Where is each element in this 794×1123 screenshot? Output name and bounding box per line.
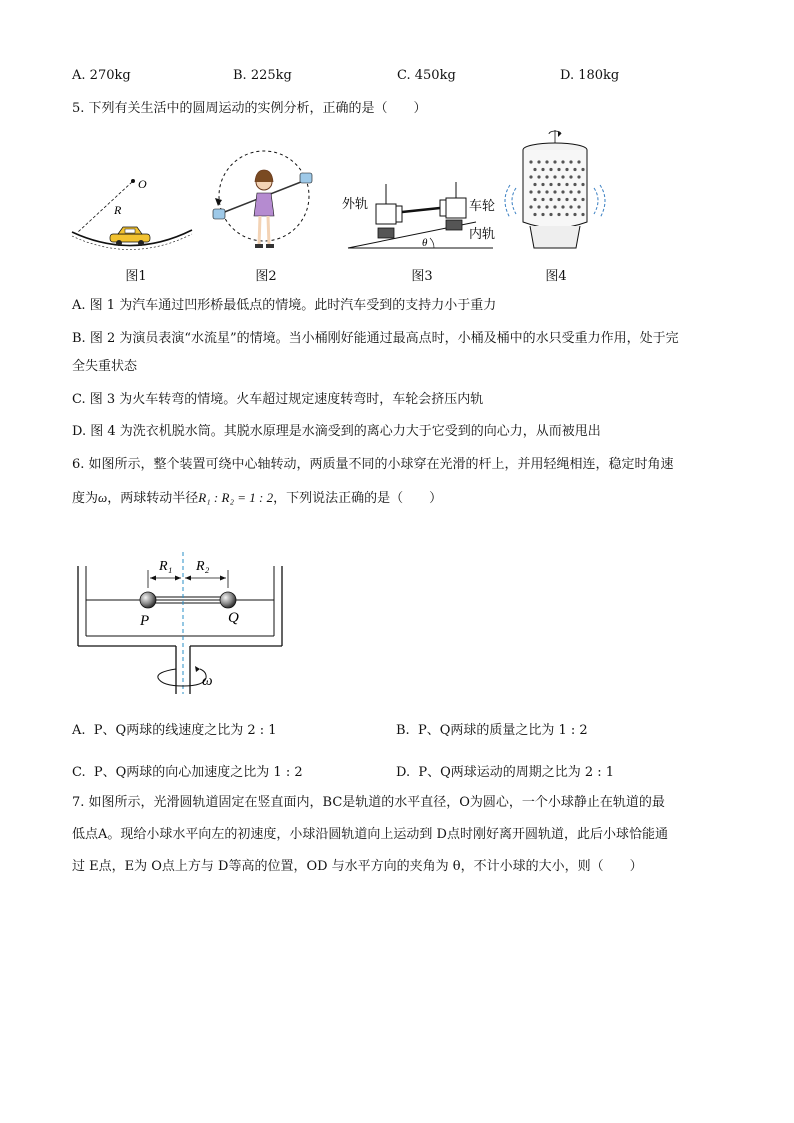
rotation-arrow-icon — [158, 666, 206, 686]
bucket-right-icon — [300, 173, 312, 183]
q5-option-a: A. 图 1 为汽车通过凹形桥最低点的情境。此时汽车受到的支持力小于重力 — [72, 298, 497, 313]
drum-hole — [573, 198, 576, 201]
fig1-caption: 图1 — [125, 269, 147, 284]
fig2-caption: 图2 — [255, 269, 277, 284]
drum-hole — [577, 190, 580, 193]
drum-hole — [557, 198, 560, 201]
drum-hole — [537, 160, 540, 163]
drum-hole — [541, 168, 544, 171]
q4-option-d: D. 180kg — [560, 68, 620, 83]
fig3-theta: θ — [422, 237, 428, 249]
drum-hole — [573, 213, 576, 216]
drum-hole — [557, 183, 560, 186]
drum-hole — [565, 198, 568, 201]
drum-hole — [549, 183, 552, 186]
drum-hole — [529, 160, 532, 163]
q7-line2: 低点A。现给小球水平向左的初速度，小球沿圆轨道向上运动到 D点时刚好离开圆轨道，此后小球恰能通 — [72, 827, 668, 842]
drum-hole — [549, 168, 552, 171]
drum-hole — [545, 175, 548, 178]
fig3-label-wheel: 车轮 — [469, 199, 496, 214]
q5-option-b: B. 图 2 为演员表演“水流星”的情境。当小桶刚好能通过最高点时，小桶及桶中的水只受重力作用，处于完 — [72, 331, 679, 346]
q5-option-d: D. 图 4 为洗衣机脱水筒。其脱水原理是水滴受到的离心力大于它受到的向心力，从而被甩出 — [72, 424, 601, 439]
drum-hole — [561, 175, 564, 178]
drum-hole — [549, 198, 552, 201]
q4-option-a: A. 270kg — [72, 68, 131, 83]
drum-hole — [569, 175, 572, 178]
q6-label-r1: R₁ — [159, 559, 173, 574]
figure-q6-rotating-rod — [72, 548, 292, 696]
q6-label-q: Q — [228, 610, 239, 626]
drum-hole — [557, 213, 560, 216]
q5-option-c: C. 图 3 为火车转弯的情境。火车超过规定速度转弯时，车轮会挤压内轨 — [72, 392, 484, 407]
drum-hole — [561, 160, 564, 163]
drum-hole — [553, 175, 556, 178]
q7-line1: 7. 如图所示，光滑圆轨道固定在竖直面内，BC是轨道的水平直径，O为圆心，一个小球静止在轨道的最 — [72, 795, 665, 810]
drum-hole — [533, 183, 536, 186]
fig1-label-o: O — [138, 177, 147, 191]
drum-hole — [577, 205, 580, 208]
drum-hole — [541, 198, 544, 201]
drum-hole — [581, 183, 584, 186]
drum-hole — [581, 168, 584, 171]
q6-label-r2: R₂ — [196, 559, 210, 574]
drum-hole — [533, 168, 536, 171]
drum-hole — [577, 160, 580, 163]
drum-hole — [537, 205, 540, 208]
q6-option-b: B. P、Q两球的质量之比为 1 : 2 — [396, 723, 588, 738]
q5-stem: 5. 下列有关生活中的圆周运动的实例分析，正确的是（ ） — [72, 101, 427, 116]
fig1-label-r: R — [114, 203, 122, 217]
drum-hole — [545, 190, 548, 193]
drum-hole — [581, 213, 584, 216]
drum-hole — [565, 183, 568, 186]
figure-4-spin-dryer-drum — [500, 130, 610, 254]
figure-1-concave-bridge — [70, 172, 194, 256]
drum-hole — [565, 168, 568, 171]
drum-hole — [569, 190, 572, 193]
drum-hole — [541, 183, 544, 186]
q6-label-omega: ω — [202, 673, 213, 689]
drum-hole — [529, 205, 532, 208]
bucket-left-icon — [213, 209, 225, 219]
drum-hole — [569, 160, 572, 163]
drum-hole — [529, 190, 532, 193]
q4-option-c: C. 450kg — [397, 68, 456, 83]
q6-stem-line1: 6. 如图所示，整个装置可绕中心轴转动，两质量不同的小球穿在光滑的杆上，并用轻绳相连，稳定时角速 — [72, 457, 674, 472]
drum-hole — [549, 213, 552, 216]
drum-hole — [553, 160, 556, 163]
drum-hole — [577, 175, 580, 178]
car-icon — [110, 227, 150, 246]
q7-line3: 过 E点，E为 O点上方与 D等高的位置，OD 与水平方向的夹角为 θ，不计小球的大小，则（ ） — [72, 859, 643, 874]
drum-hole — [573, 168, 576, 171]
performer-icon — [254, 170, 274, 248]
drum-hole — [541, 213, 544, 216]
drum-hole — [545, 160, 548, 163]
drum-hole — [537, 175, 540, 178]
q6-label-p: P — [140, 613, 150, 629]
drum-hole — [561, 205, 564, 208]
drum-hole — [553, 190, 556, 193]
fig3-caption: 图3 — [411, 269, 433, 284]
drum-hole — [581, 198, 584, 201]
q6-option-c: C. P、Q两球的向心加速度之比为 1 : 2 — [72, 765, 303, 780]
q6-option-d: D. P、Q两球运动的周期之比为 2 : 1 — [396, 765, 615, 780]
figure-3-train-turn — [338, 176, 508, 252]
ball-q — [220, 592, 236, 608]
fig4-caption: 图4 — [545, 269, 567, 284]
drum-hole — [573, 183, 576, 186]
drum-hole — [533, 198, 536, 201]
drum-hole — [537, 190, 540, 193]
q4-option-b: B. 225kg — [233, 68, 292, 83]
drum-hole — [557, 168, 560, 171]
figure-2-water-meteor — [208, 140, 320, 256]
q5-option-b-cont: 全失重状态 — [72, 359, 138, 374]
drum-hole — [545, 205, 548, 208]
drum-hole — [569, 205, 572, 208]
q6-option-a: A. P、Q两球的线速度之比为 2 : 1 — [72, 723, 277, 738]
drum-hole — [529, 175, 532, 178]
drum-hole — [565, 213, 568, 216]
drum-hole — [553, 205, 556, 208]
drum-hole — [561, 190, 564, 193]
q6-stem-line2: 度为ω，两球转动半径R₁ : R₂ = 1 : 2，下列说法正确的是（ ） — [72, 490, 443, 506]
drum-hole — [533, 213, 536, 216]
fig3-label-outer: 外轨 — [342, 197, 369, 212]
fig3-label-inner: 内轨 — [469, 227, 496, 242]
ball-p — [140, 592, 156, 608]
